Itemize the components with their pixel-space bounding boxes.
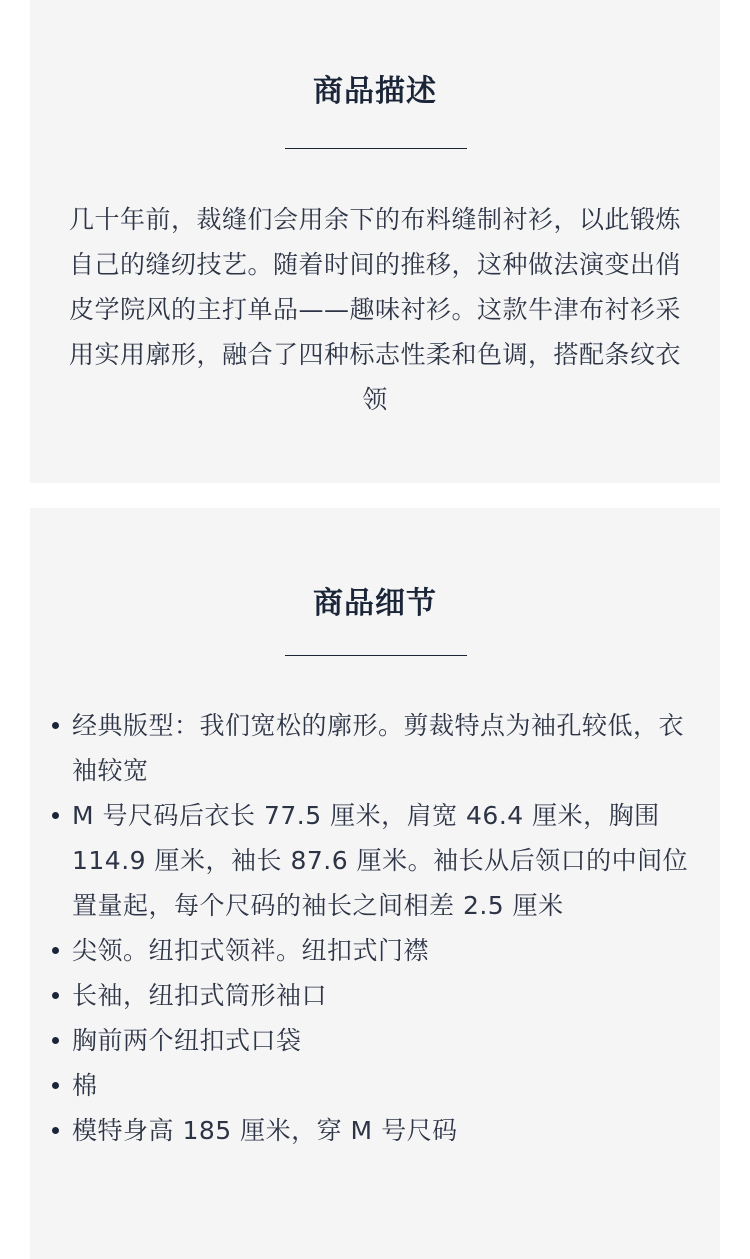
details-title: 商品细节 — [313, 586, 437, 621]
product-details-card — [30, 508, 720, 1259]
bullet-icon — [52, 947, 59, 954]
list-item-text: 模特身高 185 厘米，穿 M 号尺码 — [72, 1116, 458, 1145]
bullet-icon — [52, 1082, 59, 1089]
list-item-text: 经典版型：我们宽松的廓形。剪裁特点为袖孔较低，衣袖较宽 — [72, 711, 685, 785]
list-item — [72, 973, 690, 1018]
product-description-card — [30, 0, 720, 483]
list-item — [72, 703, 690, 793]
list-item — [72, 928, 690, 973]
bullet-icon — [52, 812, 59, 819]
description-divider — [285, 148, 467, 149]
list-item — [72, 793, 690, 928]
description-title: 商品描述 — [313, 74, 437, 109]
list-item-text: 长袖，纽扣式筒形袖口 — [72, 981, 328, 1010]
details-list — [72, 703, 690, 1153]
list-item — [72, 1108, 690, 1153]
bullet-icon — [52, 1127, 59, 1134]
list-item — [72, 1018, 690, 1063]
list-item-text: M 号尺码后衣长 77.5 厘米，肩宽 46.4 厘米，胸围 114.9 厘米，袖长 87.6 厘米。袖长从后领口的中间位置量起，每个尺码的袖长之间相差 2.5 厘米 — [72, 801, 689, 920]
bullet-icon — [52, 1037, 59, 1044]
list-item-text: 尖领。纽扣式领袢。纽扣式门襟 — [72, 936, 430, 965]
bullet-icon — [52, 722, 59, 729]
list-item — [72, 1063, 690, 1108]
description-text: 几十年前，裁缝们会用余下的布料缝制衬衫，以此锻炼自己的缝纫技艺。随着时间的推移，这种做法演变出俏皮学院风的主打单品——趣味衬衫。这款牛津布衬衫采用实用廓形，融合了四种标志性柔和色调，搭配条纹衣领 — [68, 205, 681, 414]
list-item-text: 棉 — [72, 1071, 98, 1100]
list-item-text: 胸前两个纽扣式口袋 — [72, 1026, 302, 1055]
bullet-icon — [52, 992, 59, 999]
details-divider — [285, 655, 467, 656]
